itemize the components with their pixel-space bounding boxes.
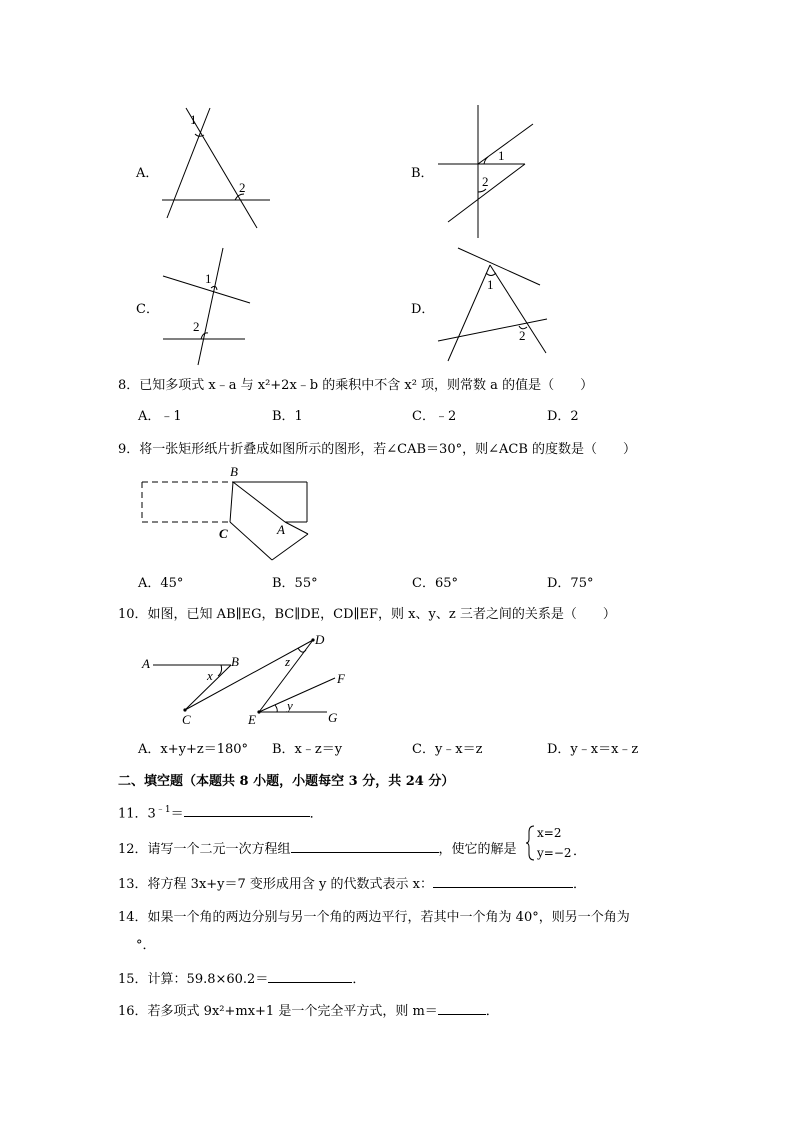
solution-y: y=−2: [537, 846, 572, 860]
q12-mid: ，使它的解是: [438, 842, 517, 857]
angle-label-2: 2: [193, 319, 200, 334]
label-a: A: [277, 522, 285, 537]
q15-prefix: 15．计算：59.8×60.2＝: [118, 972, 269, 987]
q11-equals: ＝: [170, 806, 184, 822]
q8-option-c[interactable]: C．﹣2: [412, 409, 457, 424]
system-brace: [526, 824, 536, 862]
question-14-line1: 14．如果一个角的两边分别与另一个角的两边平行，若其中一个角为 40°，则另一个角为: [118, 910, 630, 925]
line: [438, 319, 547, 341]
angle-arc-z: [298, 648, 306, 652]
q9-option-d[interactable]: D．75°: [547, 576, 594, 591]
q16-prefix: 16．若多项式 9x²+mx+1 是一个完全平方式，则 m＝: [118, 1004, 438, 1019]
angle-label-2: 2: [519, 328, 526, 343]
q8-option-b[interactable]: B．1: [272, 409, 303, 424]
line: [448, 164, 525, 222]
q14-line2: °．: [136, 938, 156, 953]
label-y: y: [287, 698, 293, 713]
question-13: [118, 873, 586, 892]
q11-exponent: ﹣1: [155, 805, 171, 815]
point-e: [257, 710, 260, 713]
q11-prefix: 11．3: [118, 806, 156, 822]
angle-label-1: 1: [487, 277, 494, 292]
question-12: [118, 838, 517, 857]
question-9-text: 9．将一张矩形纸片折叠成如图所示的图形，若∠CAB＝30°，则∠ACB 的度数是（ ）: [118, 442, 637, 457]
line-cd: [185, 640, 313, 710]
option-a-label: A．: [136, 166, 159, 181]
q16-answer-blank[interactable]: [438, 1002, 486, 1015]
q10-option-c[interactable]: C．y﹣x＝z: [412, 742, 483, 757]
line: [490, 265, 546, 353]
label-g: G: [328, 710, 338, 725]
question-15: [118, 968, 365, 987]
label-z: z: [285, 654, 291, 669]
label-x: x: [207, 668, 213, 683]
line: [198, 248, 223, 365]
edge: [272, 534, 308, 560]
q9-option-a[interactable]: A．45°: [138, 576, 184, 591]
angle-label-1: 1: [498, 148, 505, 163]
question-11: [118, 802, 323, 821]
option-d-label: D．: [411, 302, 435, 317]
label-c: C: [219, 526, 228, 541]
line: [186, 108, 257, 228]
q9-option-b[interactable]: B．55°: [272, 576, 318, 591]
question-10-text: 10．如图，已知 AB∥EG，BC∥DE，CD∥EF，则 x、y、z 三者之间的关系是（ ）: [118, 607, 616, 622]
label-d: D: [315, 632, 325, 647]
question-8-text: 8．已知多项式 x﹣a 与 x²+2x﹣b 的乘积中不含 x² 项，则常数 a 的值是（ ）: [118, 378, 594, 393]
section-title: 二、填空题（本题共 8 小题，小题每空 3 分，共 24 分）: [118, 774, 455, 789]
q8-option-a[interactable]: A．﹣1: [138, 409, 182, 424]
q13-answer-blank[interactable]: [433, 875, 573, 888]
label-f: F: [337, 671, 345, 686]
q15-answer-blank[interactable]: [268, 970, 352, 983]
label-a: A: [142, 656, 150, 671]
q10-option-b[interactable]: B．x﹣z＝y: [272, 742, 343, 757]
q9-option-c[interactable]: C．65°: [412, 576, 458, 591]
option-b-label: B．: [411, 166, 434, 181]
line: [448, 265, 490, 361]
label-c: C: [182, 712, 191, 727]
label-b: B: [231, 654, 239, 669]
q13-prefix: 13．将方程 3x+y＝7 变形成用含 y 的代数式表示 x：: [118, 877, 433, 892]
angle-label-1: 1: [205, 271, 212, 286]
q13-end: ．: [573, 877, 587, 892]
figure-9: [135, 462, 315, 562]
figure-10: [135, 628, 360, 728]
label-b: B: [230, 464, 238, 479]
line-ef: [259, 678, 335, 712]
angle-arc: [478, 189, 486, 192]
solution-x: x=2: [537, 826, 562, 840]
q12-prefix: 12．请写一个二元一次方程组: [118, 842, 291, 857]
question-14: [136, 934, 156, 953]
q11-end: ．: [309, 806, 323, 822]
q8-option-d[interactable]: D．2: [547, 409, 579, 424]
figure-7b: [430, 100, 550, 240]
figure-7c: [155, 243, 265, 368]
angle-label-2: 2: [482, 174, 489, 189]
q12-end: ．: [573, 844, 587, 859]
question-16: [118, 1000, 499, 1019]
option-c-label: C．: [136, 302, 159, 317]
q10-option-d[interactable]: D．y﹣x＝x﹣z: [547, 742, 639, 757]
angle-label-2: 2: [239, 180, 246, 195]
q16-end: ．: [485, 1004, 499, 1019]
q11-answer-blank[interactable]: [184, 804, 310, 817]
figure-7d: [430, 243, 555, 368]
edge: [230, 482, 233, 522]
angle-arc: [486, 273, 496, 276]
label-e: E: [248, 712, 256, 727]
fold-line: [233, 482, 285, 522]
q10-option-a[interactable]: A．x+y+z＝180°: [138, 742, 249, 757]
q12-answer-blank[interactable]: [291, 840, 439, 853]
line: [167, 108, 210, 218]
edge: [285, 522, 308, 534]
angle-arc-y: [275, 705, 277, 712]
angle-label-1: 1: [190, 112, 197, 127]
figure-7a: [150, 100, 280, 235]
edge: [230, 522, 272, 560]
q15-end: ．: [352, 972, 366, 987]
